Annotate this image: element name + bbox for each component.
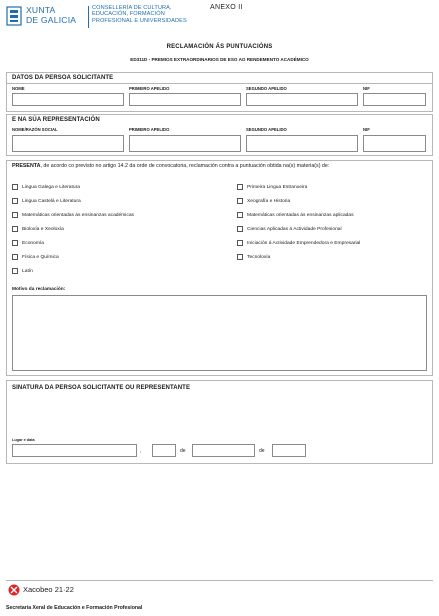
subject-lingua-galega[interactable]: [12, 183, 80, 191]
subject-label: Economía: [22, 240, 45, 246]
dept-line-3: PROFESIONAL E UNIVERSIDADES: [92, 17, 187, 24]
subject-matematicas-academicas[interactable]: [12, 211, 134, 219]
xunta-emblem-icon: [6, 6, 22, 26]
field-label-nif: NIF: [363, 127, 370, 132]
dept-line-1: CONSELLERÍA DE CULTURA,: [92, 5, 172, 11]
section-title: SINATURA DA PERSOA SOLICITANTE OU REPRESENTANTE: [12, 385, 191, 391]
xacobeo-logo: [8, 583, 128, 597]
subject-xeografia-historia[interactable]: [237, 197, 290, 205]
logo-line-1: XUNTA: [26, 5, 56, 15]
rep-primeiro-apelido-field[interactable]: [129, 135, 241, 152]
subject-label: Xeografía e Historia: [247, 198, 291, 204]
dia-field[interactable]: [152, 444, 176, 457]
nome-field[interactable]: [12, 93, 124, 106]
field-label-nome: NOME: [12, 86, 25, 91]
checkbox[interactable]: [12, 254, 18, 260]
section-sinatura: [6, 380, 433, 464]
section-title: E NA SÚA REPRESENTACIÓN: [12, 117, 100, 123]
lugar-data-label: Lugar e data: [12, 438, 35, 442]
checkbox[interactable]: [12, 240, 18, 246]
document-title: RECLAMACIÓN ÁS PUNTUACIÓNS: [166, 44, 273, 50]
checkbox[interactable]: [237, 226, 243, 232]
field-label-primeiro-apelido: PRIMEIRO APELIDO: [129, 86, 170, 91]
subject-economia[interactable]: [12, 239, 44, 247]
xacobeo-text: Xacobeo 21·22: [23, 585, 74, 594]
ano-field[interactable]: [272, 444, 306, 457]
nif-field[interactable]: [363, 93, 426, 106]
de-separator-2: de: [259, 448, 265, 454]
presenta-body: , de acordo co previsto no artigo 14.2 da orde de convocatoria, reclamación contra a puntuación obtida na(s) materia(s) de:: [40, 163, 330, 169]
comma-separator: ,: [140, 448, 142, 454]
checkbox[interactable]: [12, 198, 18, 204]
field-label-segundo-apelido: SEGUNDO APELIDO: [246, 86, 287, 91]
motivo-label: Motivo da reclamación:: [12, 287, 66, 292]
field-label-segundo-apelido: SEGUNDO APELIDO: [246, 127, 287, 132]
checkbox[interactable]: [12, 268, 18, 274]
primeiro-apelido-field[interactable]: [129, 93, 241, 106]
nome-razon-social-field[interactable]: [12, 135, 124, 152]
subject-label: Matemáticas orientadas ás ensinanzas aplicadas: [247, 212, 354, 218]
logo-name: [26, 5, 86, 25]
logo-line-2: DE GALICIA: [26, 15, 77, 25]
xacobeo-emblem-icon: [8, 584, 20, 596]
subject-label: Matemáticas orientadas ás ensinanzas académicas: [22, 212, 134, 218]
section-title: DATOS DA PERSOA SOLICITANTE: [12, 75, 114, 81]
subject-label: Primeira Lingua Estranxeira: [247, 184, 308, 190]
subject-label: Lingua Castelá e Literatura: [22, 198, 81, 204]
subject-bioloxia[interactable]: [12, 225, 64, 233]
checkbox[interactable]: [12, 212, 18, 218]
subject-latin[interactable]: [12, 267, 33, 275]
secretaria-text: Secretaría Xeral de Educación e Formación Profesional: [6, 605, 143, 611]
subject-ciencias-aplicadas[interactable]: [237, 225, 342, 233]
subject-label: Ciencias Aplicadas á Actividade Profesional: [247, 226, 342, 232]
department-name: [92, 5, 202, 24]
checkbox[interactable]: [237, 212, 243, 218]
dept-line-2: EDUCACIÓN, FORMACIÓN: [92, 11, 165, 18]
rep-nif-field[interactable]: [363, 135, 426, 152]
logo-separator: [88, 6, 89, 28]
segundo-apelido-field[interactable]: [246, 93, 358, 106]
subject-label: Iniciación á Actividade Emprendedora e Empresarial: [247, 240, 361, 246]
subject-iniciacion-emprendedora[interactable]: [237, 239, 360, 247]
presenta-text: [12, 163, 426, 171]
field-label-nome-razon-social: NOME/RAZÓN SOCIAL: [12, 127, 58, 132]
section-representacion: [6, 114, 433, 156]
mes-field[interactable]: [192, 444, 255, 457]
lugar-field[interactable]: [12, 444, 137, 457]
field-label-nif: NIF: [363, 86, 370, 91]
rep-segundo-apelido-field[interactable]: [246, 135, 358, 152]
subject-label: Física e Química: [22, 254, 59, 260]
xunta-logo: [6, 5, 186, 29]
de-separator-1: de: [180, 448, 186, 454]
section-presenta: [6, 160, 433, 376]
checkbox[interactable]: [237, 254, 243, 260]
subject-label: Latín: [22, 268, 33, 274]
checkbox[interactable]: [237, 184, 243, 190]
subject-label: Tecnoloxía: [247, 254, 271, 260]
subject-primeira-lingua-estranxeira[interactable]: [237, 183, 307, 191]
subject-tecnoloxia[interactable]: [237, 253, 270, 261]
subject-matematicas-aplicadas[interactable]: [237, 211, 354, 219]
checkbox[interactable]: [12, 226, 18, 232]
subject-label: Lingua Galega e Literatura: [22, 184, 80, 190]
section-solicitante: [6, 72, 433, 112]
checkbox[interactable]: [237, 198, 243, 204]
subject-label: Bioloxía e Xeoloxía: [22, 226, 64, 232]
motivo-textarea[interactable]: [12, 295, 427, 371]
subject-fisica-quimica[interactable]: [12, 253, 59, 261]
field-label-primeiro-apelido: PRIMEIRO APELIDO: [129, 127, 170, 132]
checkbox[interactable]: [12, 184, 18, 190]
annex-label: ANEXO II: [210, 4, 243, 11]
section-divider: [7, 83, 432, 84]
presenta-lead: PRESENTA: [12, 163, 41, 169]
checkbox[interactable]: [237, 240, 243, 246]
subject-lingua-castela[interactable]: [12, 197, 81, 205]
footer-divider: [6, 580, 433, 581]
document-subtitle: ED311D - PREMIOS EXTRAORDINARIOS DE ESO AO RENDEMENTO ACADÉMICO: [130, 57, 309, 62]
